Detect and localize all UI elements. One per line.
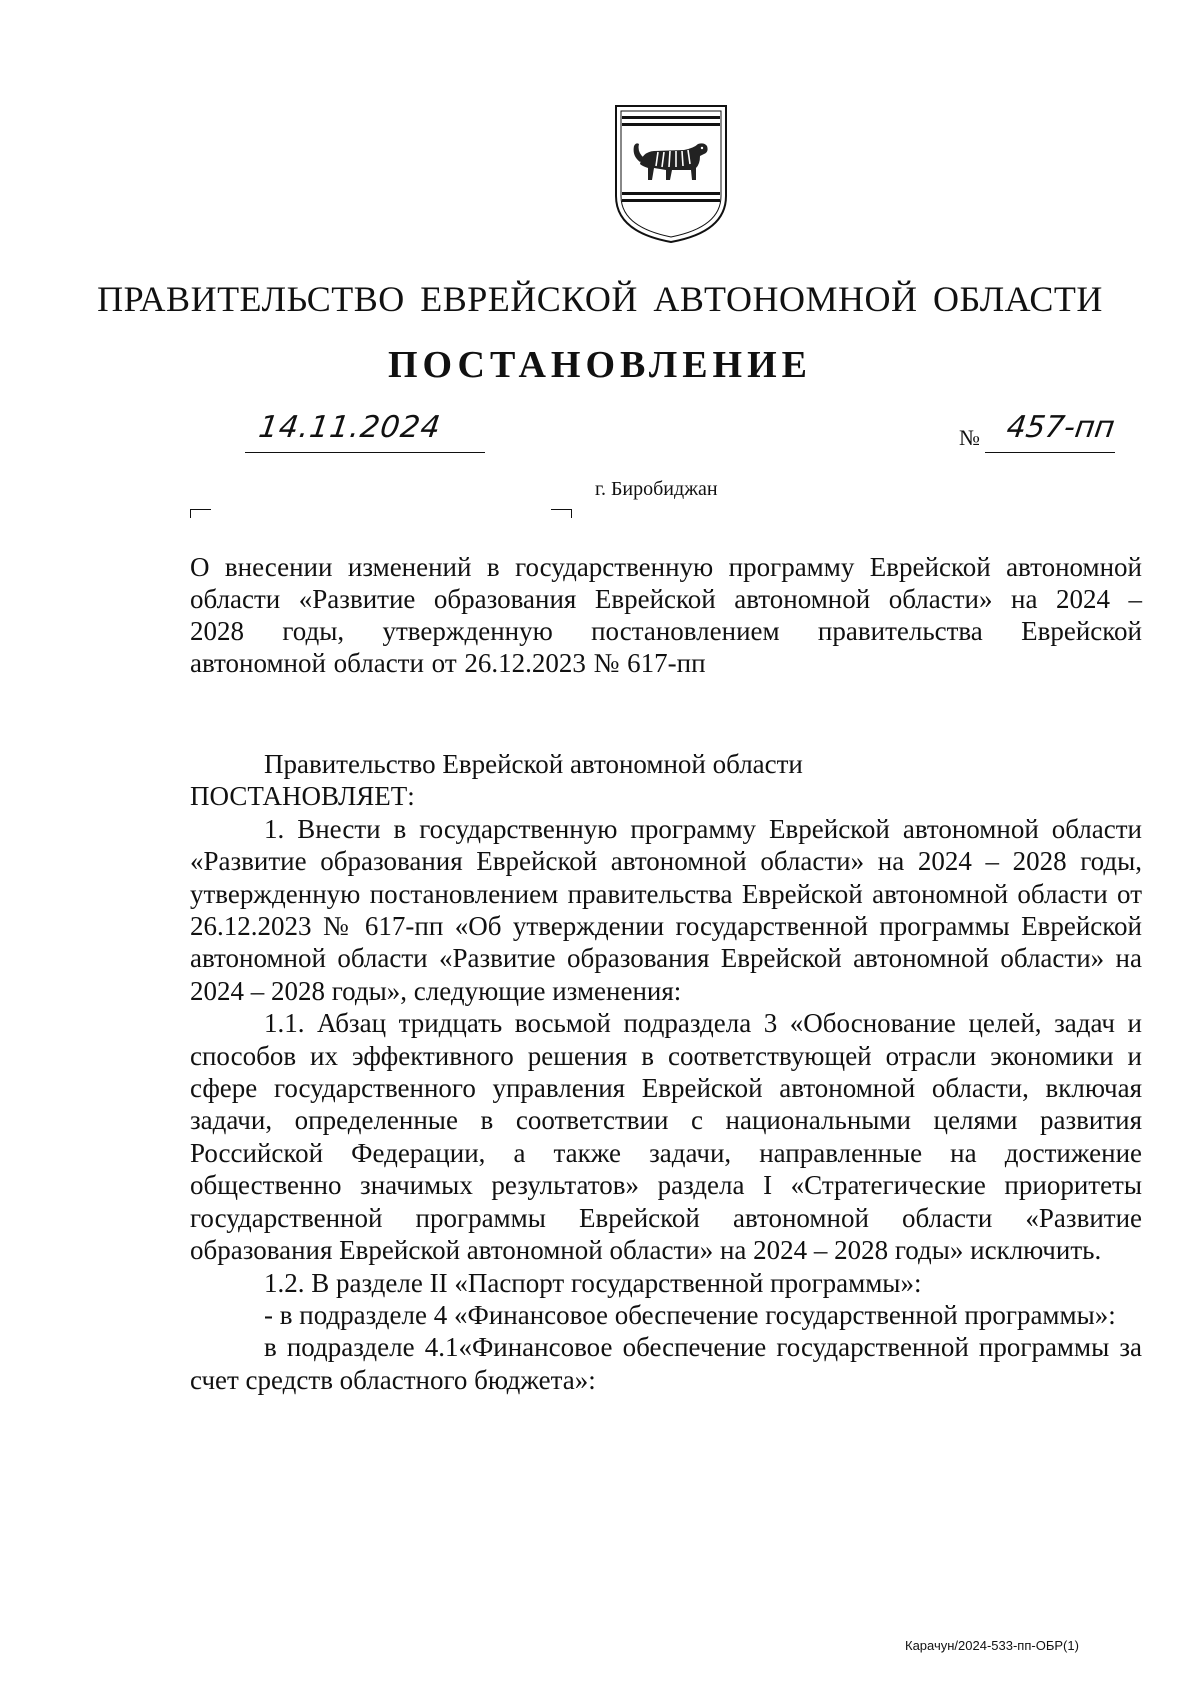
number-label: № xyxy=(959,425,980,450)
handwritten-date: 14.11.2024 xyxy=(256,410,444,445)
corner-mark-right xyxy=(551,509,572,518)
tiger-coat-of-arms-icon xyxy=(612,104,730,244)
resolves-paragraph: ПОСТАНОВЛЯЕТ: xyxy=(190,781,415,812)
number-field xyxy=(985,410,1115,453)
paragraph-1-2: 1.2. В разделе II «Паспорт государственной программы»: xyxy=(264,1267,922,1298)
paragraph-1: 1. Внести в государственную программу Еврейской автономной области «Развитие образования Еврейской автономной области» на 2024 – 2028 годы, утвержденную постановлением правительства Еврейской автономной области от 26.12.2023 № 617-пп «Об утверждении государственной программы Еврейской автономной области «Развитие образования Еврейской автономной области» на 2024 – 2028 годы», следующие изменения: xyxy=(190,813,1142,1006)
document-subject xyxy=(190,551,1142,679)
document-body xyxy=(190,748,1142,1396)
city-name: г. Биробиджан xyxy=(595,478,718,500)
corner-mark-left xyxy=(190,509,211,518)
subject-line: автономной области от 26.12.2023 № 617-пп xyxy=(190,648,706,678)
document-code: Карачун/2024-533-пп-ОБР(1) xyxy=(905,1638,1079,1653)
sub-item: в подразделе 4.1«Финансовое обеспечение государственной программы за счет средств областного бюджета»: xyxy=(190,1332,1142,1395)
government-title: ПРАВИТЕЛЬСТВО ЕВРЕЙСКОЙ АВТОНОМНОЙ ОБЛАСТИ xyxy=(97,279,1103,319)
intro-paragraph: Правительство Еврейской автономной области xyxy=(264,749,803,779)
document-type-title: ПОСТАНОВЛЕНИЕ xyxy=(387,344,813,386)
subject-line: области «Развитие образования Еврейской автономной области» на 2024 – xyxy=(190,584,1142,614)
date-field xyxy=(245,410,485,453)
subject-line: 2028 годы, утвержденную постановлением правительства Еврейской xyxy=(190,616,1142,646)
handwritten-number: 457-пп xyxy=(1004,410,1117,445)
paragraph-1-1: 1.1. Абзац тридцать восьмой подраздела 3 «Обоснование целей, задач и способов их эффективного решения в соответствующей отрасли экономики и сфере государственного управления Еврейской автономной области, включая задачи, определенные в соответствии с национальными целями развития Российской Федерации, а также задачи, направленные на достижение общественно значимых результатов» раздела I «Стратегические приоритеты государственной программы Еврейской автономной области «Развитие образования Еврейской автономной области» на 2024 – 2028 годы» исключить. xyxy=(190,1008,1142,1266)
subject-line: О внесении изменений в государственную программу Еврейской автономной xyxy=(190,552,1142,582)
dash-item: - в подразделе 4 «Финансовое обеспечение государственной программы»: xyxy=(264,1299,1116,1330)
